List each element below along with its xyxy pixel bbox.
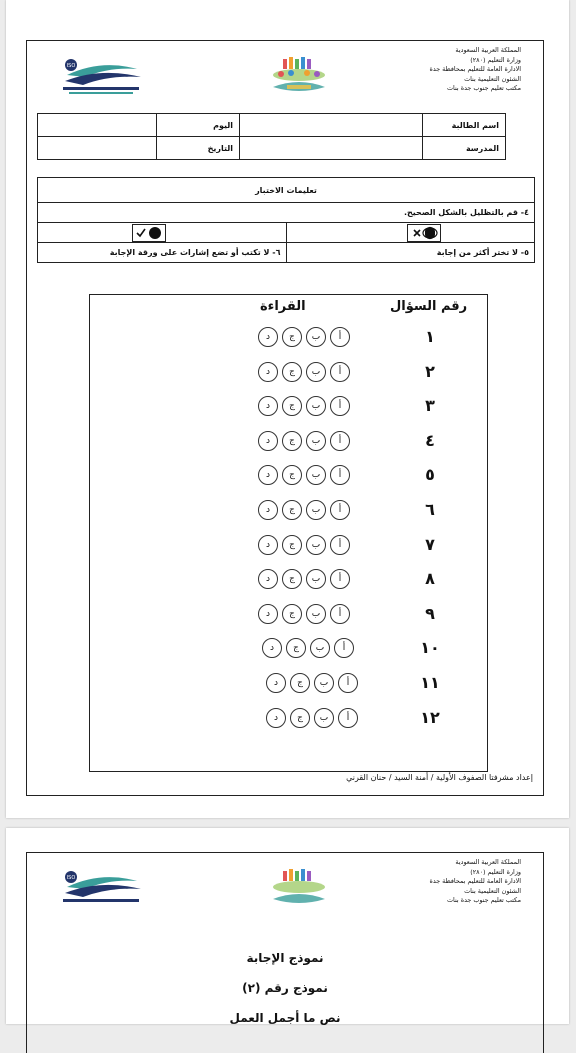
header-line: المملكة العربية السعودية xyxy=(455,46,521,54)
date-label: التاريخ xyxy=(157,137,240,160)
answer-choices xyxy=(266,673,358,695)
answer-bubble[interactable]: ج xyxy=(282,362,302,382)
correct-shading-icon xyxy=(133,225,165,241)
answer-choices xyxy=(258,569,350,591)
iso-mark: ISO xyxy=(66,63,76,69)
question-number-header: رقم السؤال xyxy=(390,299,468,314)
answer-grid xyxy=(89,294,488,772)
instructions-title: تعليمات الاختبار xyxy=(38,178,535,203)
answer-model-title: نموذج الإجابة xyxy=(246,951,324,965)
answer-bubble[interactable]: ب xyxy=(306,604,326,624)
answer-bubble[interactable]: أ xyxy=(330,569,350,589)
answer-bubble[interactable]: ج xyxy=(290,708,310,728)
instruction-item-6: ٦- لا تكتب أو تضع إشارات على ورقة الإجابة xyxy=(38,243,287,263)
instruction-item-5: ٥- لا تختر أكثر من إجابة xyxy=(286,243,535,263)
answer-bubble[interactable]: أ xyxy=(330,500,350,520)
question-row xyxy=(90,602,487,628)
question-number: ١٢ xyxy=(420,707,440,727)
question-row xyxy=(90,394,487,420)
school-field[interactable] xyxy=(240,137,423,160)
answer-bubble[interactable]: ب xyxy=(306,465,326,485)
answer-bubble[interactable]: أ xyxy=(330,431,350,451)
model-number-title: نموذج رقم (٢) xyxy=(242,981,328,995)
answer-choices xyxy=(258,500,350,522)
header-line: مكتب تعليم جنوب جدة بنات xyxy=(447,896,521,905)
answer-bubble[interactable]: ج xyxy=(282,327,302,347)
vision-logo-icon xyxy=(259,867,339,913)
answer-bubble[interactable]: ج xyxy=(282,396,302,416)
question-row xyxy=(90,360,487,386)
answer-bubble[interactable]: د xyxy=(258,604,278,624)
answer-bubble[interactable]: أ xyxy=(330,465,350,485)
question-row xyxy=(90,429,487,455)
answer-bubble[interactable]: ب xyxy=(306,535,326,555)
answer-bubble[interactable]: د xyxy=(258,569,278,589)
credit-line: إعداد مشرفتا الصفوف الأولية / أمنة السيد / حنان القرني xyxy=(346,773,533,782)
day-label: اليوم xyxy=(157,114,240,137)
answer-bubble[interactable]: د xyxy=(266,708,286,728)
answer-choices xyxy=(258,327,350,349)
answer-bubble[interactable]: د xyxy=(258,327,278,347)
answer-choices xyxy=(258,431,350,453)
correct-mark-cell xyxy=(38,223,287,243)
question-row xyxy=(90,636,487,662)
question-number: ٧ xyxy=(425,534,435,554)
answer-bubble[interactable]: ج xyxy=(282,500,302,520)
answer-bubble[interactable]: د xyxy=(258,362,278,382)
student-name-label: اسم الطالبة xyxy=(423,114,506,137)
question-number: ٩ xyxy=(425,603,435,623)
instructions-table xyxy=(37,177,535,263)
header-line: الشئون التعليمية بنات xyxy=(464,886,521,895)
instruction-item-4: ٤- قم بالتظليل بالشكل الصحيح. xyxy=(38,203,535,223)
question-number: ١٠ xyxy=(420,638,440,658)
question-row xyxy=(90,498,487,524)
answer-bubble[interactable]: د xyxy=(258,500,278,520)
answer-bubble[interactable]: ب xyxy=(306,500,326,520)
answer-bubble[interactable]: د xyxy=(258,535,278,555)
answer-bubble[interactable]: د xyxy=(258,465,278,485)
header-line: الادارة العامة للتعليم بمحافظة جدة xyxy=(429,65,521,74)
answer-bubble[interactable]: أ xyxy=(330,362,350,382)
question-row xyxy=(90,567,487,593)
answer-choices xyxy=(258,535,350,557)
answer-bubble[interactable]: أ xyxy=(330,535,350,555)
answer-bubble[interactable]: د xyxy=(258,396,278,416)
answer-bubble[interactable]: ج xyxy=(290,673,310,693)
question-row xyxy=(90,533,487,559)
answer-bubble[interactable]: أ xyxy=(330,396,350,416)
header-line: الادارة العامة للتعليم بمحافظة جدة xyxy=(429,877,521,886)
wrong-mark-example xyxy=(407,224,441,242)
answer-bubble[interactable]: د xyxy=(266,673,286,693)
answer-bubble[interactable]: ج xyxy=(286,638,306,658)
question-row xyxy=(90,706,487,732)
question-number: ٣ xyxy=(425,396,435,416)
date-field[interactable] xyxy=(38,137,157,160)
answer-choices xyxy=(258,362,350,384)
answer-bubble[interactable]: أ xyxy=(338,673,358,693)
answer-bubble[interactable]: ب xyxy=(306,569,326,589)
answer-bubble[interactable]: ج xyxy=(282,604,302,624)
answer-choices xyxy=(266,708,358,730)
ministry-header xyxy=(411,858,521,906)
answer-bubble[interactable]: أ xyxy=(338,708,358,728)
question-number: ٦ xyxy=(425,500,435,519)
answer-bubble[interactable]: أ xyxy=(330,327,350,347)
answer-bubble[interactable]: ج xyxy=(282,535,302,555)
answer-bubble[interactable]: ب xyxy=(306,362,326,382)
text-title: نص ما أجمل العمل xyxy=(229,1011,341,1025)
school-label: المدرسة xyxy=(423,137,506,160)
answer-bubble[interactable]: د xyxy=(258,431,278,451)
question-row xyxy=(90,671,487,697)
question-number: ١١ xyxy=(420,673,440,692)
answer-bubble[interactable]: ب xyxy=(314,673,334,693)
page-2 xyxy=(6,828,569,1024)
answer-bubble[interactable]: ب xyxy=(306,327,326,347)
answer-bubble[interactable]: ج xyxy=(282,569,302,589)
page-frame xyxy=(26,40,544,796)
answer-bubble[interactable]: ب xyxy=(314,708,334,728)
correct-mark-example xyxy=(132,224,166,242)
answer-bubble[interactable]: أ xyxy=(334,638,354,658)
vision-logo-icon xyxy=(259,55,339,101)
iso-mark: ISO xyxy=(66,875,76,881)
answer-bubble[interactable]: ج xyxy=(282,465,302,485)
question-number: ٨ xyxy=(425,569,435,589)
header-line: الشئون التعليمية بنات xyxy=(464,74,521,83)
answer-choices xyxy=(258,465,350,487)
answer-bubble[interactable]: ج xyxy=(282,431,302,451)
answer-bubble[interactable]: ب xyxy=(306,396,326,416)
header-line: المملكة العربية السعودية xyxy=(455,858,521,866)
page-1 xyxy=(6,0,569,818)
header-line: وزارة التعليم (٢٨٠) xyxy=(470,867,521,876)
page-frame xyxy=(26,852,544,1053)
answer-choices xyxy=(258,604,350,626)
wrong-shading-icon xyxy=(408,225,440,241)
answer-bubble[interactable]: ب xyxy=(310,638,330,658)
wrong-mark-cell xyxy=(286,223,535,243)
day-field[interactable] xyxy=(38,114,157,137)
header-line: وزارة التعليم (٢٨٠) xyxy=(470,55,521,64)
question-number: ٥ xyxy=(425,465,435,485)
reading-header: القراءة xyxy=(260,299,306,314)
answer-choices xyxy=(258,396,350,418)
header-line: مكتب تعليم جنوب جدة بنات xyxy=(447,84,521,93)
answer-choices xyxy=(262,638,354,660)
education-office-logo-icon xyxy=(57,869,145,911)
answer-bubble[interactable]: أ xyxy=(330,604,350,624)
question-number: ٤ xyxy=(425,430,435,450)
answer-bubble[interactable]: د xyxy=(262,638,282,658)
ministry-header xyxy=(411,46,521,94)
student-info-table xyxy=(37,113,506,160)
student-name-field[interactable] xyxy=(240,114,423,137)
education-office-logo-icon xyxy=(57,57,145,99)
answer-bubble[interactable]: ب xyxy=(306,431,326,451)
question-number: ٢ xyxy=(425,361,435,381)
question-row xyxy=(90,325,487,351)
question-row xyxy=(90,463,487,489)
question-number: ١ xyxy=(425,327,435,346)
